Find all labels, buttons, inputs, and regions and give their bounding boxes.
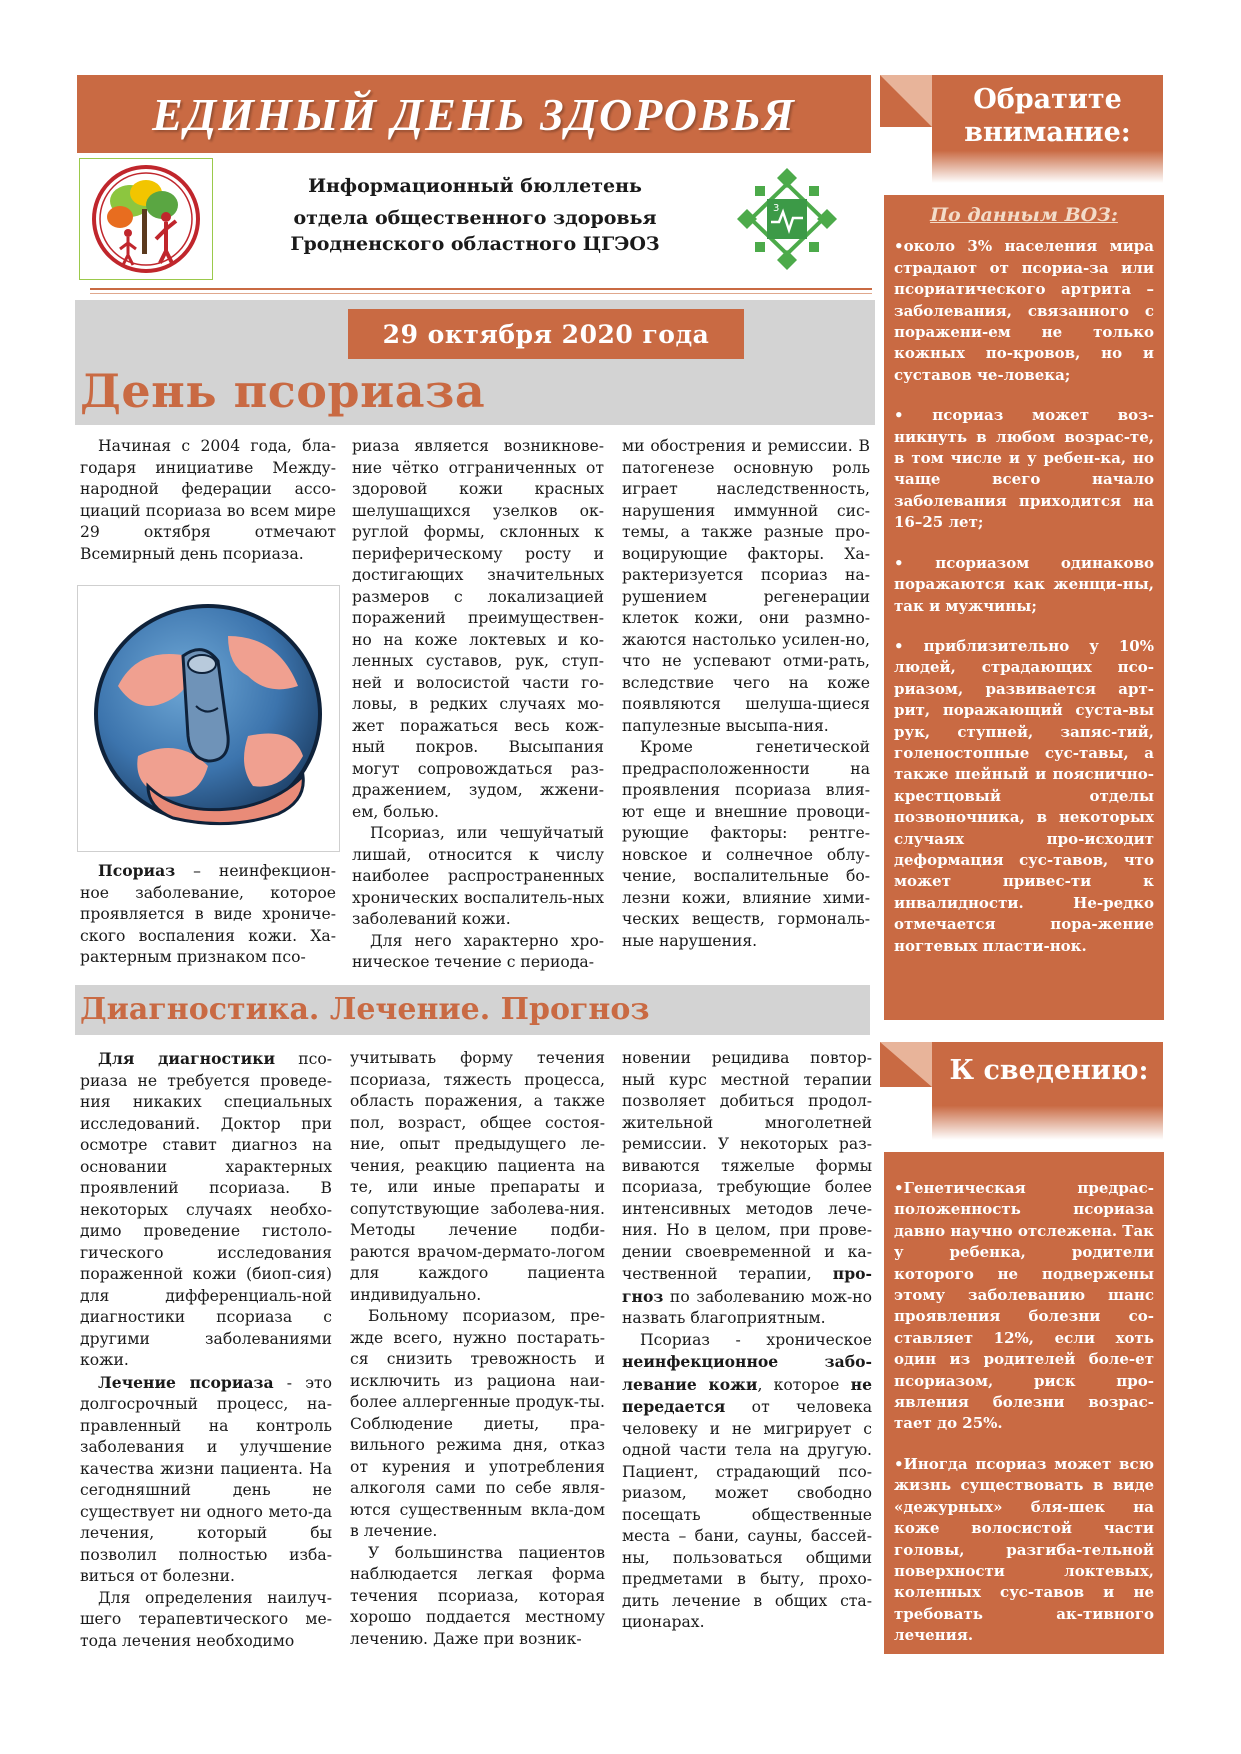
- sidebar1-bullet: • псориаз может воз-никнуть в любом возрас-те, в том числе и у ребен-ка, но чаще всего начало заболевания приходится на 16–25 лет;: [894, 406, 1154, 532]
- header-divider-thin: [90, 293, 872, 294]
- article1-paragraph: Для него характерно хро-ническое течение с периода-: [352, 931, 604, 971]
- article1-paragraph: риаза является возникнове-ние чётко отграниченных от здоровой кожи красных шелушащихся узелков ок-руглой формы, склонных к периферическому росту и достигающих значительных размеров с локализацией поражений преимуществен-но на коже локтевых и ко-ленных суставов, рук, ступ-ней и волосистой части го-ловы, в редких случаях мо-жет поражаться весь кож-ный покров. Высыпания могут сопровождаться раз-дражением, зудом, жжени-ем, болью.: [352, 437, 604, 821]
- header-divider: [90, 288, 872, 290]
- article1-column-1: [80, 436, 336, 565]
- section-title: Диагностика. Лечение. Прогноз: [80, 992, 650, 1027]
- left-logo: [79, 158, 213, 280]
- article2-paragraph: - это долгосрочный процесс, на-правленный на контроль заболевания и улучшение качества жизни пациента. На сегодняшний день не существует ни одного мето-да лечения, который бы позволил полностью изба-виться от болезни.: [80, 1373, 332, 1585]
- article1-paragraph: ми обострения и ремиссии. В патогенезе основную роль играет наследственность, нарушения иммунной сис-темы, а также разные про-воцирующие факторы. Ха-рактеризуется псориаз на-рушением регенерации клеток кожи, они размно-жаются настолько усилен-но, что не успевают отми-рать, вследствие чего на коже появляются шелуша-щиеся папулезные высыпа-ния.: [622, 437, 870, 735]
- term-not-transmitted: не передается: [622, 1374, 872, 1416]
- ornament-health-logo-icon: [735, 166, 839, 272]
- article2-paragraph: Псориаз - хроническое: [640, 1330, 872, 1349]
- psoriasis-illustration: [77, 585, 340, 852]
- globe-hand-icon: [78, 586, 339, 851]
- article2-paragraph: Больному псориазом, пре-жде всего, нужно постарать-ся снизить тревожность и исключить из рациона наи-более аллергенные продук-ты. Соблюдение диеты, пра-вильного режима дня, отказ от курения и употребления алкоголя сами по себе явля-ются существенным вкла-дом в лечение.: [350, 1307, 605, 1540]
- sidebar1-title: Обратите внимание:: [964, 84, 1131, 148]
- sidebar1-box: [884, 195, 1164, 1020]
- sidebar2-title: К сведению:: [949, 1055, 1149, 1086]
- term-psoriasis: Псориаз: [98, 861, 176, 880]
- header-line-1: Информационный бюллетень: [308, 175, 642, 197]
- header-line-3: Гродненского областного ЦГЭОЗ: [290, 233, 660, 255]
- article2-paragraph: по заболеванию мож-но назвать благоприятным.: [622, 1287, 872, 1327]
- right-logo: [735, 166, 839, 272]
- masthead: [77, 75, 871, 153]
- sidebar2-bullet: •Генетическая предрас-положенность псориаза давно научно отслежена. Так у ребенка, родители которого не подвержены этому заболеванию шанс проявления болезни со-ставляет 12%, если хоть один из родителей боле-ет псориазом, риск про-явления болезни возрас-тает до 25%.: [894, 1179, 1154, 1433]
- article1-paragraph: Псориаз, или чешуйчатый лишай, относится к числу наиболее распространенных хронических воспалитель-ных заболеваний кожи.: [352, 824, 604, 928]
- article1-column-2: [352, 436, 604, 974]
- svg-text:3: 3: [773, 203, 780, 214]
- article1-paragraph: Начиная с 2004 года, бла-годаря инициативе Между-народной федерации ассо-циаций псориаза во всем мире 29 октября отмечают Всемирный день псориаза.: [80, 437, 336, 563]
- article2-column-2: [350, 1048, 605, 1650]
- article2-paragraph: учитывать форму течения псориаза, тяжесть процесса, область поражения, а также пол, возраст, общее состоя-ние, опыт предыдущего ле-чения, реакцию пациента на те, или иные препараты и сопутствующие заболева-ния. Методы лечение подби-раются врачом-дермато-логом для каждого пациента индивидуально.: [350, 1049, 605, 1304]
- sidebar1-bullet: • псориазом одинаково поражаются как женщи-ны, так и мужчины;: [894, 553, 1154, 615]
- masthead-title: ЕДИНЫЙ ДЕНЬ ЗДОРОВЬЯ: [152, 88, 796, 140]
- article1-paragraph: – неинфекцион-ное заболевание, которое проявляется в виде хрониче-ского воспаления кожи. Ха-рактерным признаком псо-: [80, 862, 336, 966]
- article2-paragraph: новении рецидива повтор-ный курс местной терапии позволяет добиться продол-жительной многолетней ремиссии. У некоторых раз-виваются тяжелые формы псориаза, требующие более интенсивных методов лече-ния. Но в целом, при прове-дении своевременной и ка-чественной терапии,: [622, 1049, 872, 1283]
- article2-column-1: [80, 1048, 332, 1652]
- date-banner: [348, 309, 744, 359]
- article2-paragraph: , которое: [757, 1375, 851, 1394]
- term-diagnostics: Для диагностики: [98, 1049, 276, 1068]
- sidebar1-bullet: •около 3% населения мира страдают от псориа-за или псориатического артрита – заболевания, связанного с поражени-ем не только кожных по-кровов, но и суставов че-ловека;: [894, 237, 1154, 384]
- sidebar1-header: [880, 75, 1163, 185]
- healthy-family-logo-icon: [80, 159, 212, 279]
- article1-column-3: [622, 436, 870, 952]
- term-prognosis: про-гноз: [622, 1264, 872, 1306]
- sidebar2-box: [884, 1152, 1164, 1654]
- term-noninfectious: неинфекционное забо-левание кожи: [622, 1352, 872, 1394]
- sidebar1-subtitle: По данным ВОЗ:: [930, 204, 1118, 226]
- date-text: 29 октября 2020 года: [382, 319, 710, 349]
- bulletin-header: [250, 170, 700, 254]
- sidebar2-header: [880, 1042, 1163, 1142]
- header-line-2: отдела общественного здоровья: [293, 207, 657, 229]
- article1-paragraph: Кроме генетической предрасположенности на проявления псориаза влия-ют еще и внешние провоци-рующие факторы: рентге-новское и солнечное облу-чение, воспалительные бо-лезни кожи, влияние хими-ческих веществ, гормональ-ные нарушения.: [622, 738, 870, 950]
- article2-paragraph: псо-риаза не требуется проведе-ния никаких специальных исследований. Доктор при осмотре ставит диагноз на основании характерных проявлений псориаза. В некоторых случаях необхо-димо проведение гистоло-гического исследования пораженной кожи (биоп-сия) для дифференциаль-ной диагностики псориаза с другими заболеваниями кожи.: [80, 1050, 332, 1369]
- article2-paragraph: У большинства пациентов наблюдается легкая форма течения псориаза, которая хорошо поддается местному лечению. Даже при возник-: [350, 1543, 605, 1648]
- sidebar2-bullet: •Иногда псориаз может всю жизнь существовать в виде «дежурных» бля-шек на коже волосистой части головы, разгиба-тельной поверхности локтевых, коленных сус-тавов и не требовать ак-тивного лечения.: [894, 1454, 1154, 1645]
- sidebar1-bullet: • приблизительно у 10% людей, страдающих псо-риазом, развивается арт-рит, поражающий суста-вы рук, ступней, запяс-тий, голеностопные сус-тавы, а также шейный и пояснично-крестцовый отделы позвоночника, в некоторых случаях про-исходит деформация сус-тавов, что может привес-ти к инвалидности. Не-редко отмечается пора-жение ногтевых пласти-нок.: [894, 636, 1154, 955]
- article2-paragraph: от человека человеку и не мигрирует с одной части тела на другую. Пациент, страдающий псо-риазом, может свободно посещать общественные места – бани, сауны, бассей-ны, пользоваться общими предметами в быту, прохо-дить лечение в общих ста-ционарах.: [622, 1398, 872, 1631]
- article2-column-3: [622, 1048, 872, 1634]
- article2-paragraph: Для определения наилуч-шего терапевтического ме-тода лечения необходимо: [80, 1588, 332, 1650]
- term-treatment: Лечение псориаза: [98, 1372, 274, 1392]
- article1-column-1-continued: [80, 860, 336, 969]
- article-title: День псориаза: [80, 364, 486, 418]
